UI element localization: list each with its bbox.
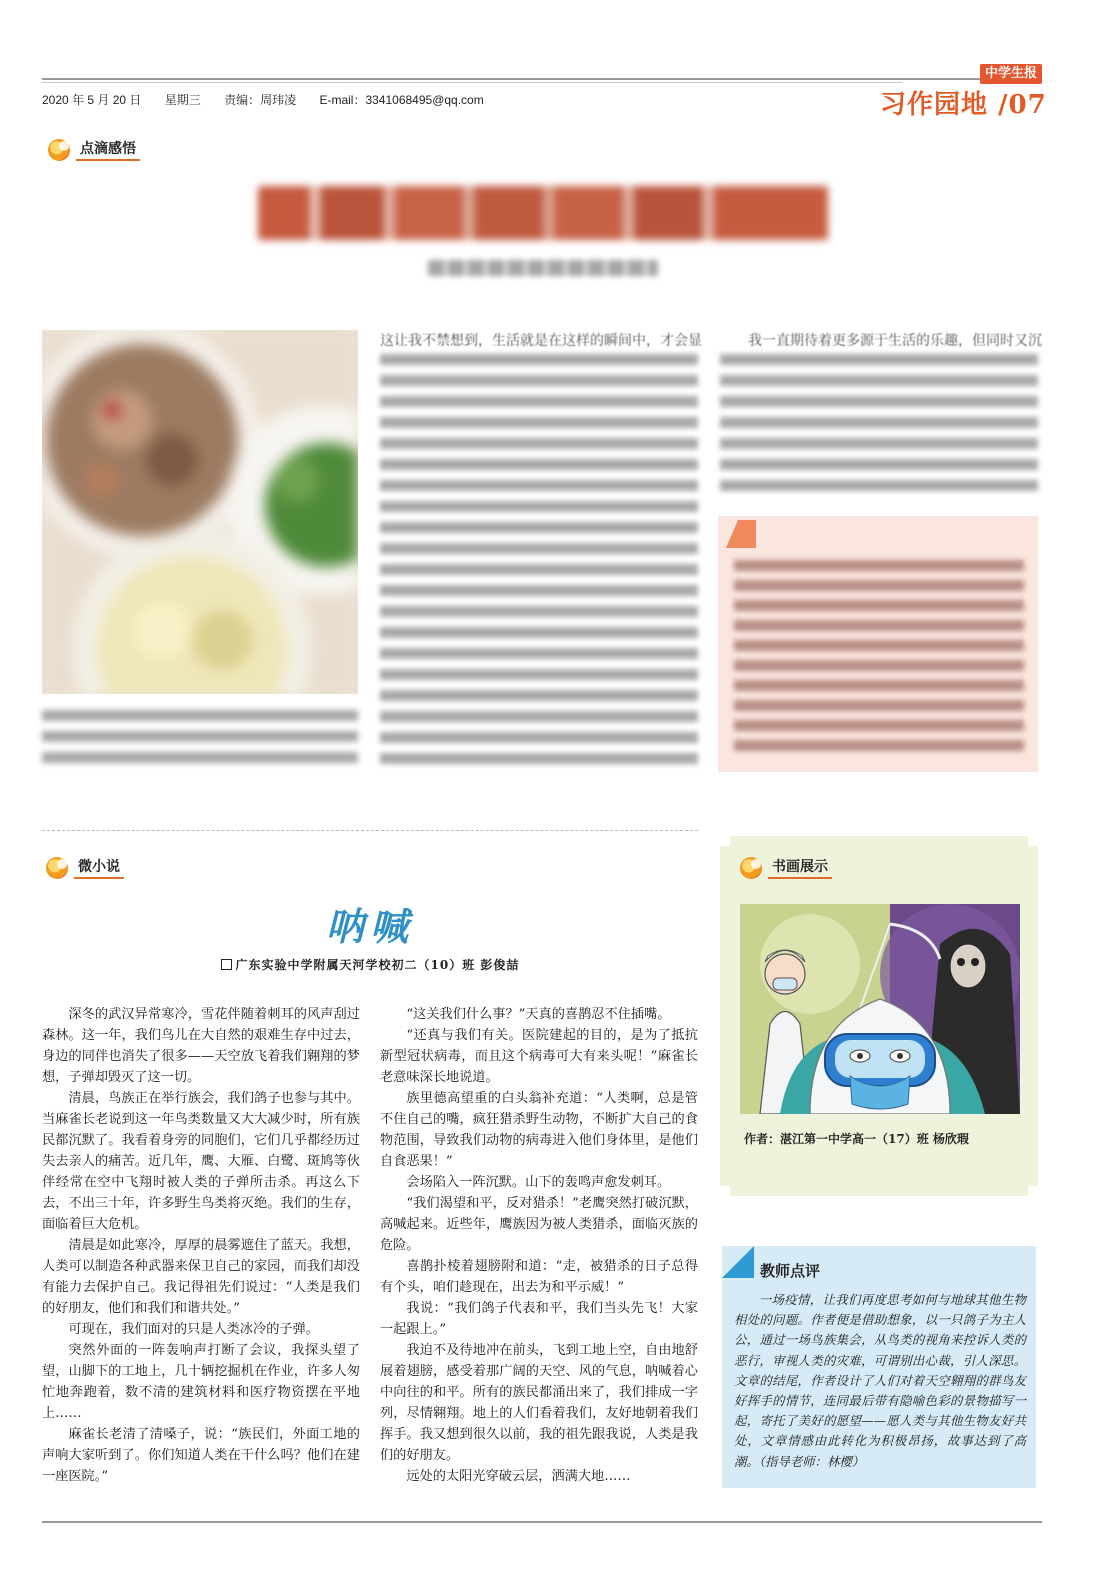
- panel-corner: [720, 836, 730, 846]
- photo-caption-blurred: [42, 710, 358, 772]
- story-paragraph: “还真与我们有关。医院建起的目的，是为了抵抗新型冠状病毒，而且这个病毒可大有来头呢！”麻雀长老意味深长地说道。: [380, 1028, 698, 1085]
- story-paragraph: 突然外面的一阵轰响声打断了会议，我探头望了望，山脚下的工地上，几十辆挖掘机在作业，许多人匆忙地奔跑着，数不清的建筑材料和医疗物资摆在平地上……: [42, 1343, 360, 1421]
- story-byline: [0, 956, 740, 973]
- artwork-illustration: [740, 904, 1020, 1114]
- section-title: 习作园地 /07: [880, 90, 1047, 120]
- comment-panel-blurred-text: [734, 560, 1024, 760]
- header-editor: 责编：周玮凌: [224, 93, 297, 107]
- dashed-divider: [42, 830, 698, 831]
- story-column-right: [380, 1004, 698, 1487]
- story-column-left: [42, 1004, 360, 1487]
- blurred-text-block: [720, 354, 1038, 500]
- header-weekday: 星期三: [164, 93, 201, 107]
- story-paragraph: 我说：“我们鸽子代表和平，我们当头先飞！大家一起跟上。”: [380, 1301, 698, 1337]
- teacher-comment-text: 一场疫情，让我们再度思考如何与地球其他生物相处的问题。作者便是借助想象，以一只鸽子为主人公，通过一场鸟族集会，从鸟类的视角来控诉人类的恶行，审视人类的灾难，可谓别出心裁，引人深思。文章的结尾，作者设计了人们对着天空翱翔的群鸟友好挥手的情节，连同最后带有隐喻色彩的景物描写一起，寄托了美好的愿望——愿人类与其他生物友好共处，文章情感由此转化为积极昂扬，故事达到了高潮。（指导老师：林樱）: [734, 1292, 1026, 1469]
- food-photo: [42, 330, 358, 694]
- blurred-text-block: [380, 354, 698, 774]
- story-title: 呐喊: [325, 904, 414, 949]
- story-paragraph: 深冬的武汉异常寒冷，雪花伴随着刺耳的风声刮过森林。这一年，我们鸟儿在大自然的艰难生存中过去，身边的同伴也消失了很多——天空放飞着我们翱翔的梦想，子弹却毁灭了这一切。: [42, 1007, 360, 1085]
- story-paragraph: 会场陷入一阵沉默。山下的轰鸣声愈发刺耳。: [406, 1175, 671, 1190]
- visible-fragment-right: 我一直期待着更多源于生活的乐趣，但同时又沉: [748, 333, 1042, 349]
- column-tag-art: [740, 856, 832, 879]
- story-paragraph: 我迫不及待地冲在前头，飞到工地上空，自由地舒展着翅膀，感受着那广阔的天空、风的气息，呐喊着心中向往的和平。所有的族民都涌出来了，我们排成一字列，尽情翱翔。地上的人们看着我们，友好地朝着我们挥手。我又想到很久以前，我的祖先跟我说，人类是我们的好朋友。: [380, 1343, 698, 1463]
- story-paragraph: 麻雀长老清了清嗓子，说：“族民们，外面工地的声响大家听到了。你们知道人类在干什么吗？他们在建一座医院。”: [42, 1427, 360, 1484]
- food-photo-image: [42, 330, 358, 694]
- column-label: 书画展示: [768, 856, 832, 879]
- artwork: [740, 904, 1020, 1114]
- story-paragraph: 喜鹊扑棱着翅膀附和道：“走，被猎杀的日子总得有个头，咱们趁现在，出去为和平示威！”: [380, 1259, 698, 1295]
- panel-corner: [1028, 836, 1038, 846]
- teacher-comment-body: [734, 1290, 1026, 1472]
- brand-logo: 中学生报: [980, 64, 1042, 84]
- byline-text: 广东实验中学附属天河学校初二（10）班 彭俊喆: [235, 958, 520, 972]
- teacher-comment-title: 教师点评: [760, 1262, 821, 1280]
- story-paragraph: 清晨，鸟族正在举行族会，我们鸽子也参与其中。当麻雀长老说到这一年鸟类数量又大大减少时，所有族民都沉默了。我看着身旁的同胞们，它们几乎都经历过失去亲人的痛苦。近几年，鹰、大雁、白鹭、斑鸠等伙伴经常在空中飞翔时被人类的子弹所击杀。再这么下去，不出三十年，许多野生鸟类将灭绝。我们的生存，面临着巨大危机。: [42, 1091, 360, 1232]
- story-paragraph: 远处的太阳光穿破云层，洒满大地……: [406, 1469, 631, 1484]
- story-paragraph: “我们渴望和平，反对猎杀！”老鹰突然打破沉默，高喊起来。近些年，鹰族因为被人类猎杀，面临灭族的危险。: [380, 1196, 698, 1253]
- article-column-right: [720, 330, 1042, 500]
- visible-fragment-mid: 这让我不禁想到，生活就是在这样的瞬间中，才会显: [380, 333, 702, 349]
- header-date: 2020 年 5 月 20 日: [42, 93, 142, 107]
- header-email: E-mail：3341068495@qq.com: [319, 93, 484, 107]
- column-tag-top: [48, 138, 140, 161]
- panel-corner: [720, 1186, 730, 1196]
- panel-corner: [1028, 1186, 1038, 1196]
- story-paragraph: 可现在，我们面对的只是人类冰冷的子弹。: [68, 1322, 319, 1337]
- blurred-article-title: [258, 186, 828, 240]
- bottom-rule: [42, 1521, 1042, 1523]
- story-paragraph: 族里德高望重的白头翁补充道：“人类啊，总是管不住自己的嘴，疯狂猎杀野生动物，不断扩大自己的食物范围，导致我们动物的病毒进入他们身体里，是他们自食恶果！”: [380, 1091, 698, 1169]
- sun-icon: [740, 857, 762, 879]
- square-icon: [221, 959, 232, 970]
- sun-icon: [46, 857, 68, 879]
- header-info: [42, 91, 504, 108]
- top-rule-thin: [42, 82, 902, 83]
- sun-icon: [48, 139, 70, 161]
- art-credit: 作者：湛江第一中学高一（17）班 杨欣瑕: [744, 1132, 969, 1146]
- story-paragraph: 清晨是如此寒冷，厚厚的晨雾遮住了蓝天。我想，人类可以制造各种武器来保卫自己的家园，而我们却没有能力去保护自己。我记得祖先们说过：“人类是我们的好朋友，他们和我们和谐共处。”: [42, 1238, 360, 1316]
- column-tag-story: [46, 856, 124, 879]
- blurred-article-byline: [428, 260, 658, 276]
- top-rule: [42, 78, 1042, 80]
- column-label: 点滴感悟: [76, 138, 140, 161]
- column-label: 微小说: [74, 856, 124, 879]
- story-paragraph: “这关我们什么事？”天真的喜鹊忍不住插嘴。: [406, 1007, 671, 1022]
- article-column-mid: [380, 330, 702, 770]
